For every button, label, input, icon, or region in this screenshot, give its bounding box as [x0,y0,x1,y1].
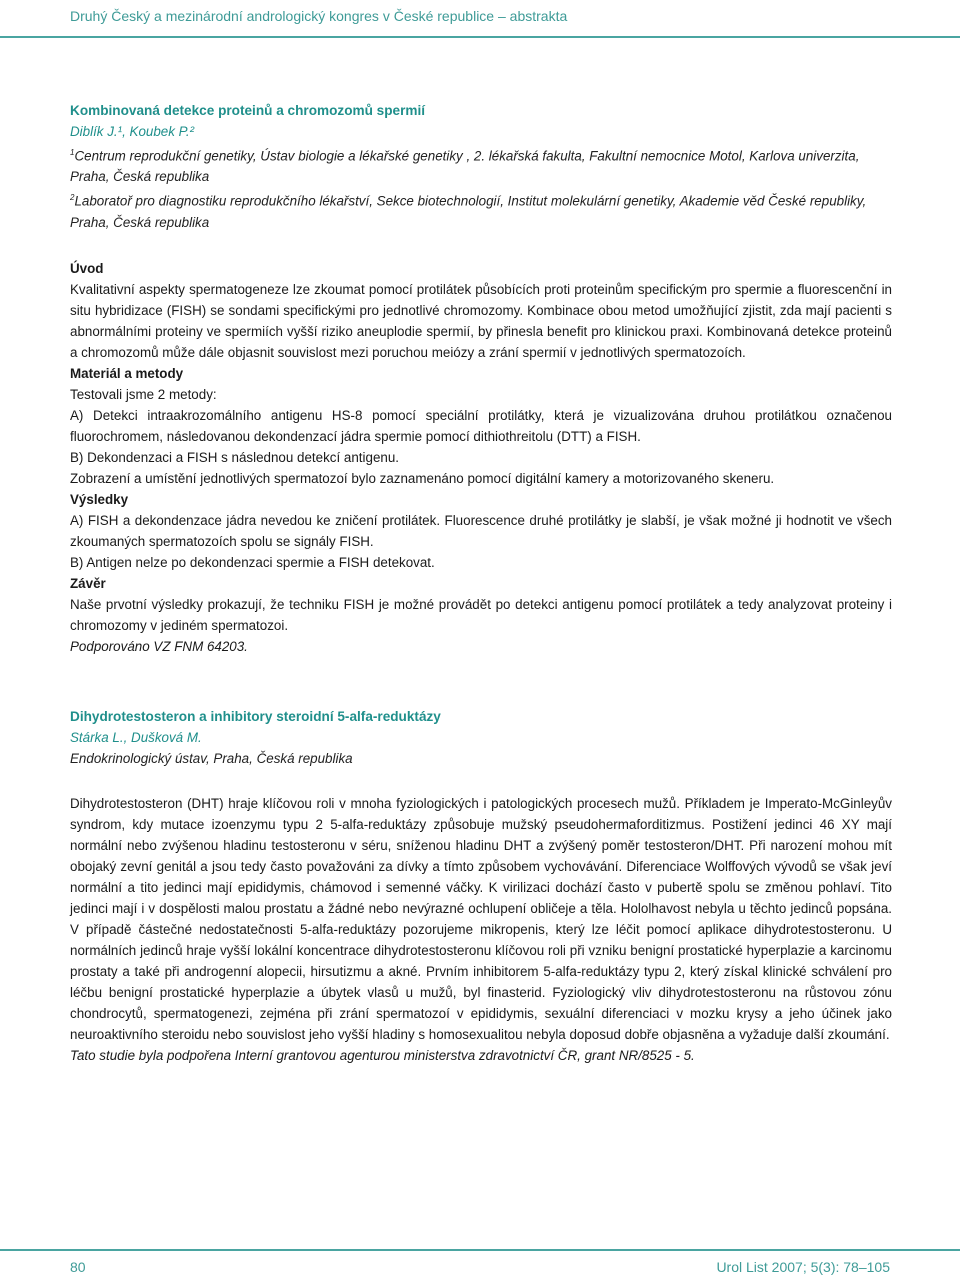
abstract-1-authors: Diblík J.¹, Koubek P.² [70,124,195,139]
methods-line: A) Detekci intraakrozomálního antigenu HS-8 pomocí speciální protilátky, která je vizualizována druhou protilátkou označenou fluorochromem, následovanou dekondenzací jádra spermie pomocí dithiothreitolu (DTT) a FISH. [70,407,892,444]
methods-heading: Materiál a metody [70,365,184,381]
results-line: A) FISH a dekondenzace jádra nevedou ke zničení protilátek. Fluorescence druhé protilátky je slabší, je však možné ji hodnotit ve všech zkoumaných spermatozoích spolu se signály FISH. [70,512,892,549]
page-content [70,100,892,1066]
conclusion-heading: Závěr [70,575,106,591]
intro-text: Kvalitativní aspekty spermatogeneze lze zkoumat pomocí protilátek působících proti proteinům specifickým pro spermie a fluorescenční in situ hybridizace (FISH) se sondami specifickými pro jednotlivé chromozomy. Kombinace obou metod umožňující zjistit, zda mají pacienti s abnormálními proteiny ve spermiích vyšší riziko aneuplodie spermií, by přinesla benefit pro klinickou praxi. Kombinovaná detekce proteinů a chromozomů může dále objasnit souvislost mezi poruchou meiózy a zrání spermií v jednotlivých spermatozoích. [70,281,892,360]
conclusion-text: Naše prvotní výsledky prokazují, že techniku FISH je možné provádět po detekci antigenu pomocí protilátek a tedy analyzovat proteiny i chromozomy v jediném spermatozoi. [70,596,892,633]
abstract-2-body: Dihydrotestosteron (DHT) hraje klíčovou roli v mnoha fyziologických i patologických procesech mužů. Příkladem je Imperato-McGinleyův syndrom, kdy mutace izoenzymu typu 2 5-alfa-reduktázy způsobuje mužský pseudohermaforditizmus. Postižení jedinci 46 XY mají normální nebo zvýšenou hladinu testosteronu v séru, sníženou hladinu DHT a zvýšený poměr testosteron/DHT. Při narození mohou mít obojaký zevní genitál a jsou tedy často považováni za dívky a tímto způsobem vychovávání. Diferenciace Wolffových vývodů se však jeví normální a tito jedinci mají epididymis, chámovod i semenné váčky. K virilizaci dochází často v pubertě spolu se změnou pohlaví. Tito jedinci mají i v dospělosti malou prostatu a žádné nebo nevýrazné ochlupení obličeje a těla. Hololhavost nebyla u těchto jedinců popsána. V případě částečné nedostatečnosti 5-alfa-reduktázy pozorujeme mikropenis, který lze léčit pomocí aplikace dihydrotestosteronu. U normálních jedinců hraje vyšší lokální koncentrace dihydrotestosteronu klíčovou roli při vzniku benigní prostatické hyperplazie a karcinomu prostaty a také při androgenní alopecii, hirsutizmu a akné. Prvním inhibitorem 5-alfa-reduktázy typu 2, který získal klinické schválení pro léčbu benigní prostatické hyperplazie a úbytek vlasů u mužů, byl finasterid. Fyziologický vliv dihydrotestosteronu na růstovou zónu chondrocytů, spermatogenezi, zejména při zrání spermatozoí v epididymis, sexuální diferenciaci v mozku krysy a jeho účinek jako neuroaktivního steroidu nebo souvislost jeho vyšší hladiny s homosexualitou nebyla doposud dobře objasněna a vyžaduje další zkoumání. [70,795,892,1042]
abstract-1-support: Podporováno VZ FNM 64203. [70,638,248,654]
running-title: Druhý Český a mezinárodní andrologický kongres v České republice – abstrakta [70,8,568,24]
intro-heading: Úvod [70,260,104,276]
abstract-1 [70,100,892,657]
abstract-2-affiliation: Endokrinologický ústav, Praha, Česká republika [70,750,353,766]
methods-line: B) Dekondenzaci a FISH s následnou detekcí antigenu. [70,449,400,465]
page-number: 80 [70,1259,86,1275]
affiliation-1-text: Centrum reprodukční genetiky, Ústav biologie a lékařské genetiky , 2. lékařská fakulta, Fakultní nemocnice Motol, Karlova univerzita, Praha, Česká republika [70,148,860,185]
abstract-2-support: Tato studie byla podpořena Interní grantovou agenturou ministerstva zdravotnictví ČR, grant NR/8525 - 5. [70,1047,695,1063]
results-heading: Výsledky [70,491,129,507]
results-line: B) Antigen nelze po dekondenzaci spermie a FISH detekovat. [70,554,435,570]
affiliation-1-marker: 1 [70,148,75,157]
affiliation-2-marker: 2 [70,193,75,203]
affiliation-2-text: Laboratoř pro diagnostiku reprodukčního lékařství, Sekce biotechnologií, Institut molekulární genetiky, Akademie věd České republiky, Praha, Česká republika [70,193,867,230]
running-header [0,0,960,38]
methods-line: Zobrazení a umístění jednotlivých spermatozoí bylo zaznamenáno pomocí digitální kamery a motorizovaného skeneru. [70,470,775,486]
page-footer [0,1249,960,1284]
abstract-2-title: Dihydrotestosteron a inhibitory steroidní 5-alfa-reduktázy [70,708,441,724]
abstract-2 [70,706,892,1066]
journal-citation: Urol List 2007; 5(3): 78–105 [716,1259,890,1275]
abstract-1-affiliation-1 [70,142,892,187]
methods-line: Testovali jsme 2 metody: [70,386,217,402]
abstract-1-affiliation-2 [70,187,892,232]
abstract-1-title: Kombinovaná detekce proteinů a chromozomů spermií [70,103,426,118]
abstract-2-authors: Stárka L., Dušková M. [70,729,202,745]
